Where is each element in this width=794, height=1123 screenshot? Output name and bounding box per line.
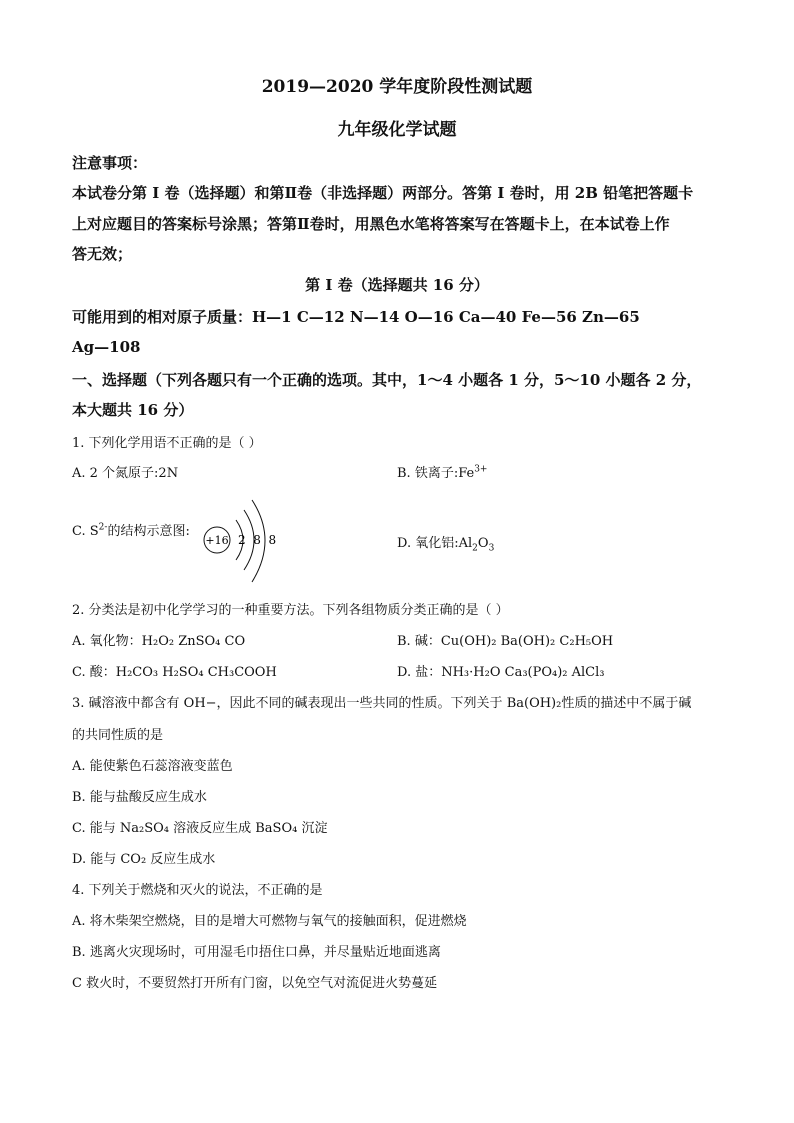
notice-line-1: 本试卷分第 I 卷（选择题）和第Ⅱ卷（非选择题）两部分。答第 I 卷时，用 2B 铅笔把答题卡	[72, 184, 694, 202]
q1-option-d	[397, 532, 494, 554]
q4-option-b: B. 逃离火灾现场时，可用湿毛巾捂住口鼻，并尽量贴近地面逃离	[72, 945, 441, 960]
q3-option-b: B. 能与盐酸反应生成水	[72, 790, 207, 805]
q3-stem-1: 3. 碱溶液中都含有 OH−，因此不同的碱表现出一些共同的性质。下列关于 Ba(OH)₂性质的描述中不属于碱	[72, 696, 692, 711]
q4-option-a: A. 将木柴架空燃烧，目的是增大可燃物与氧气的接触面积，促进燃烧	[72, 914, 467, 929]
q1-option-d-mid: O	[477, 536, 489, 551]
q4-option-c: C 救火时，不要贸然打开所有门窗，以免空气对流促进火势蔓延	[72, 976, 438, 991]
q1-option-b-charge: 3+	[474, 464, 488, 475]
q3-option-c: C. 能与 Na₂SO₄ 溶液反应生成 BaSO₄ 沉淀	[72, 821, 328, 836]
q1-stem: 1. 下列化学用语不正确的是（ ）	[72, 436, 262, 451]
q3-option-d: D. 能与 CO₂ 反应生成水	[72, 852, 216, 867]
part-1-heading-1: 一、选择题（下列各题只有一个正确的选项。其中，1～4 小题各 1 分，5～10 小题各 2 分，	[72, 371, 702, 389]
atomic-mass-line-1: 可能用到的相对原子质量：H—1 C—12 N—14 O—16 Ca—40 Fe—56 Zn—65	[72, 308, 640, 326]
q2-option-a: A. 氧化物：H₂O₂ ZnSO₄ CO	[72, 634, 246, 649]
q1-option-b	[397, 462, 487, 481]
exam-title: 2019—2020 学年度阶段性测试题	[261, 77, 533, 97]
q2-option-d: D. 盐：NH₃·H₂O Ca₃(PO₄)₂ AlCl₃	[397, 665, 605, 680]
q3-stem-2: 的共同性质的是	[72, 728, 164, 743]
q4-stem: 4. 下列关于燃烧和灭火的说法，不正确的是	[72, 883, 323, 898]
q2-option-c: C. 酸：H₂CO₃ H₂SO₄ CH₃COOH	[72, 665, 277, 680]
q1-option-c	[72, 520, 190, 539]
q1-option-a: A. 2 个氮原子:2N	[72, 466, 179, 481]
q1-option-d-sub-2: 3	[488, 543, 495, 554]
q1-option-c-text: C. S	[72, 524, 99, 539]
q1-option-c-label: 的结构示意图:	[107, 524, 190, 539]
section-1-title: 第 I 卷（选择题共 16 分）	[305, 276, 489, 294]
part-1-heading-2: 本大题共 16 分）	[72, 401, 194, 419]
notice-line-2: 上对应题目的答案标号涂黑；答第Ⅱ卷时，用黑色水笔将答案写在答题卡上，在本试卷上作	[72, 215, 670, 233]
exam-subtitle: 九年级化学试题	[337, 120, 457, 140]
q1-option-b-text: B. 铁离子:Fe	[397, 466, 475, 481]
nucleus-charge-label: +16	[205, 534, 229, 547]
notice-heading: 注意事项：	[72, 154, 148, 172]
shell-electron-counts: 2 8 8	[238, 533, 277, 547]
atomic-mass-line-2: Ag—108	[72, 338, 141, 356]
sulfur-ion-structure-diagram	[198, 494, 288, 590]
q1-option-d-sub-1: 2	[472, 543, 478, 554]
q2-stem: 2. 分类法是初中化学学习的一种重要方法。下列各组物质分类正确的是（ ）	[72, 603, 509, 618]
q2-option-b: B. 碱：Cu(OH)₂ Ba(OH)₂ C₂H₅OH	[397, 634, 614, 649]
q1-option-c-charge: 2-	[98, 522, 108, 533]
notice-line-3: 答无效；	[72, 245, 133, 263]
q1-option-d-text: D. 氧化铝:Al	[397, 536, 473, 551]
q3-option-a: A. 能使紫色石蕊溶液变蓝色	[72, 759, 233, 774]
